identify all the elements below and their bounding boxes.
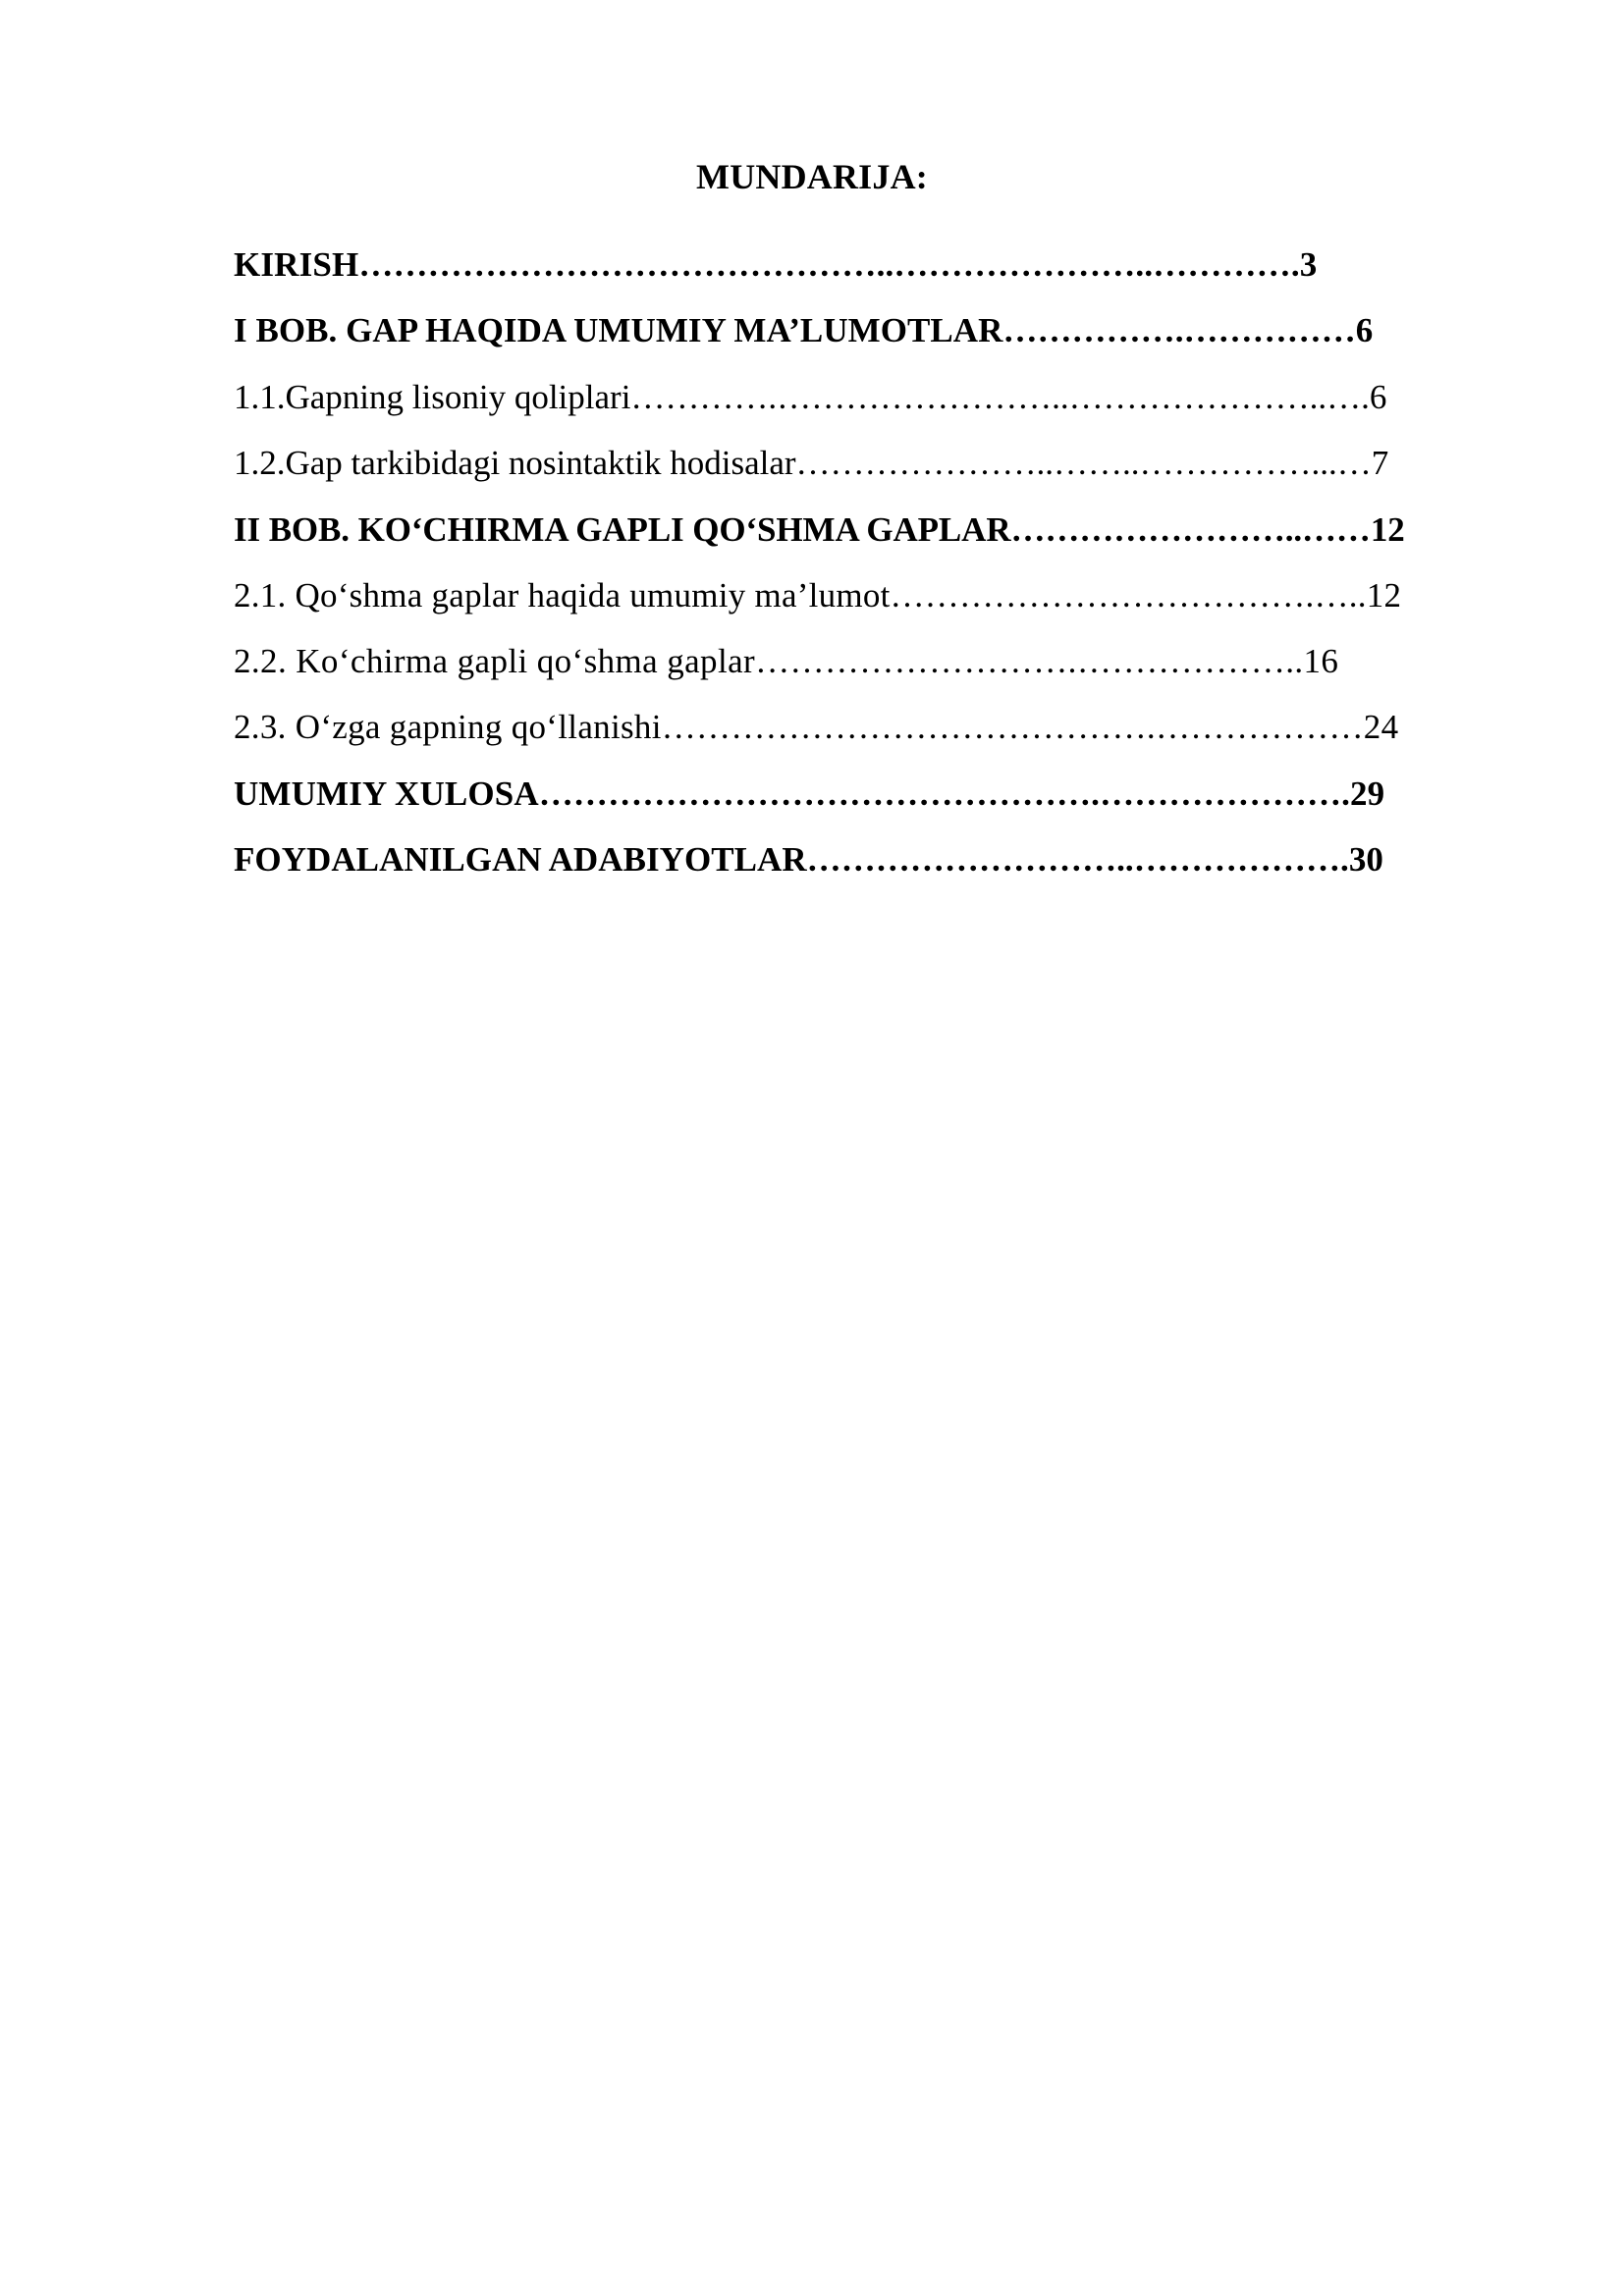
toc-entry-text: FOYDALANILGAN ADABIYOTLAR………………………..……………….30 xyxy=(234,840,1383,879)
toc-entry-text: II BOB. KO‘CHIRMA GAPLI QO‘SHMA GAPLAR……………………..……12 xyxy=(234,510,1405,549)
toc-entry-text: UMUMIY XULOSA………………………………………….………………….29 xyxy=(234,774,1385,813)
toc-entry-conclusion[interactable] xyxy=(234,773,1384,816)
toc-entry-text: 2.1. Qo‘shma gaplar haqida umumiy ma’lumot……………………………….…..12 xyxy=(234,576,1402,614)
toc-entry-references[interactable] xyxy=(234,838,1383,881)
toc-entry-section-2-1[interactable] xyxy=(234,574,1401,617)
toc-entry-text: 1.1.Gapning lisoniy qoliplari………….……………………..…………………..….6 xyxy=(234,378,1387,416)
toc-entry-kirish[interactable] xyxy=(234,243,1317,287)
toc-entry-text: KIRISH………………………………………..…………………..………….3 xyxy=(234,245,1318,284)
toc-entry-text: 1.2.Gap tarkibidagi nosintaktik hodisalar…………………..……..……………...…7 xyxy=(234,444,1389,482)
toc-entry-section-2-2[interactable] xyxy=(234,640,1338,683)
toc-entry-text: 2.2. Ko‘chirma gapli qo‘shma gaplar……………………….………………..16 xyxy=(234,642,1339,680)
toc-entry-text: I BOB. GAP HAQIDA UMUMIY MA’LUMOTLAR…………….……………6 xyxy=(234,311,1374,349)
toc-entry-section-2-3[interactable] xyxy=(234,706,1398,749)
toc-entry-section-1-1[interactable] xyxy=(234,376,1386,419)
toc-entry-chapter-2[interactable] xyxy=(234,508,1405,552)
toc-entry-section-1-2[interactable] xyxy=(234,442,1388,485)
page-title: MUNDARIJA: xyxy=(696,157,928,196)
toc-entry-text: 2.3. O‘zga gapning qo‘llanishi…………………………………….………………24 xyxy=(234,708,1399,746)
toc-entry-chapter-1[interactable] xyxy=(234,309,1373,352)
